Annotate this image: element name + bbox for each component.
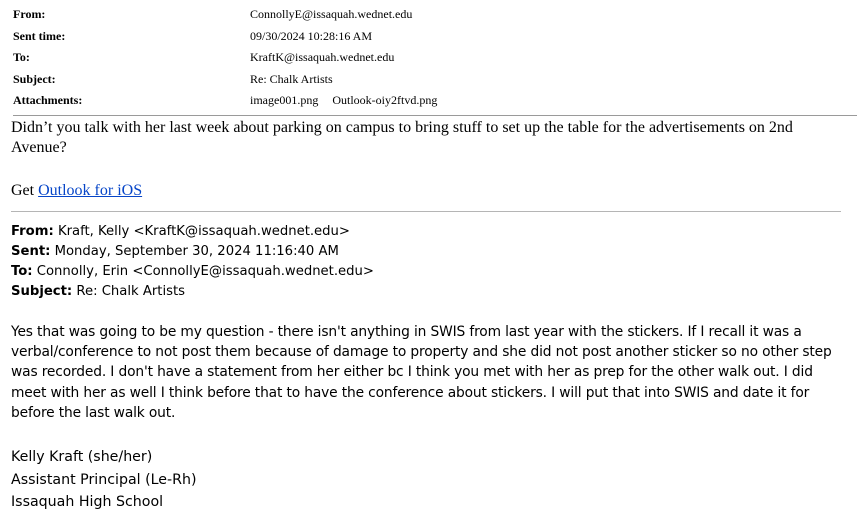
get-outlook-line: [11, 181, 142, 201]
header-label: Attachments:: [13, 93, 83, 108]
signature-title: Assistant Principal (Le-Rh): [11, 471, 197, 488]
forwarded-header: [11, 222, 374, 302]
message-line: meet with her as well I think before that to have the conference about stickers. I will put that into SWIS and date it for: [11, 384, 810, 401]
header-row-to: [13, 47, 857, 69]
message-line: was recorded. I don't have a statement from her either bc I think you met with her as prep for the other walk out. I did: [11, 364, 813, 381]
header-label: From:: [13, 7, 46, 22]
fwd-value: Re: Chalk Artists: [72, 284, 186, 299]
fwd-sent-line: [11, 242, 374, 262]
header-row-attachments: [13, 90, 857, 112]
header-row-subject: [13, 69, 857, 91]
message-body: [11, 322, 859, 423]
header-value: 09/30/2024 10:28:16 AM: [250, 28, 373, 43]
get-prefix: Get: [11, 182, 39, 199]
message-line: before the last walk out.: [11, 404, 176, 421]
signature-name: Kelly Kraft (she/her): [11, 449, 153, 465]
divider: [11, 211, 841, 212]
fwd-to-line: [11, 262, 374, 282]
fwd-value: Connolly, Erin <ConnollyE@issaquah.wednet.edu>: [32, 264, 374, 279]
header-value: KraftK@issaquah.wednet.edu: [250, 50, 395, 65]
attachments-list: [250, 93, 857, 108]
attachment-item[interactable]: image001.png: [250, 93, 319, 108]
header-label: Subject:: [13, 71, 56, 86]
message-line: Yes that was going to be my question - there isn't anything in SWIS from last year with the stickers. If I recall it was a: [11, 324, 802, 340]
fwd-label: From:: [11, 224, 54, 239]
message-line: verbal/conference to not post them because of damage to property and she did not post another sticker so no other step: [11, 344, 832, 361]
signature-school: Issaquah High School: [11, 494, 164, 511]
signature: [11, 446, 197, 514]
fwd-subject-line: [11, 282, 374, 302]
header-label: To:: [13, 50, 30, 65]
fwd-label: To:: [11, 264, 33, 279]
header-row-sent-time: [13, 26, 857, 48]
fwd-from-line: [11, 222, 374, 242]
reply-text: Didn’t you talk with her last week about parking on campus to bring stuff to set up the table for the advertisements on 2nd Avenue?: [11, 119, 793, 156]
header-value: ConnollyE@issaquah.wednet.edu: [250, 7, 413, 22]
header-label: Sent time:: [13, 28, 66, 43]
fwd-label: Subject:: [11, 284, 73, 299]
attachment-item[interactable]: Outlook-oiy2ftvd.png: [332, 93, 438, 108]
fwd-label: Sent:: [11, 244, 51, 259]
header-value: Re: Chalk Artists: [250, 71, 333, 86]
fwd-value: Monday, September 30, 2024 11:16:40 AM: [50, 244, 339, 259]
outlook-ios-link[interactable]: Outlook for iOS: [38, 182, 143, 199]
email-header: [13, 4, 857, 116]
fwd-value: Kraft, Kelly <KraftK@issaquah.wednet.edu>: [53, 224, 350, 239]
header-row-from: [13, 4, 857, 26]
